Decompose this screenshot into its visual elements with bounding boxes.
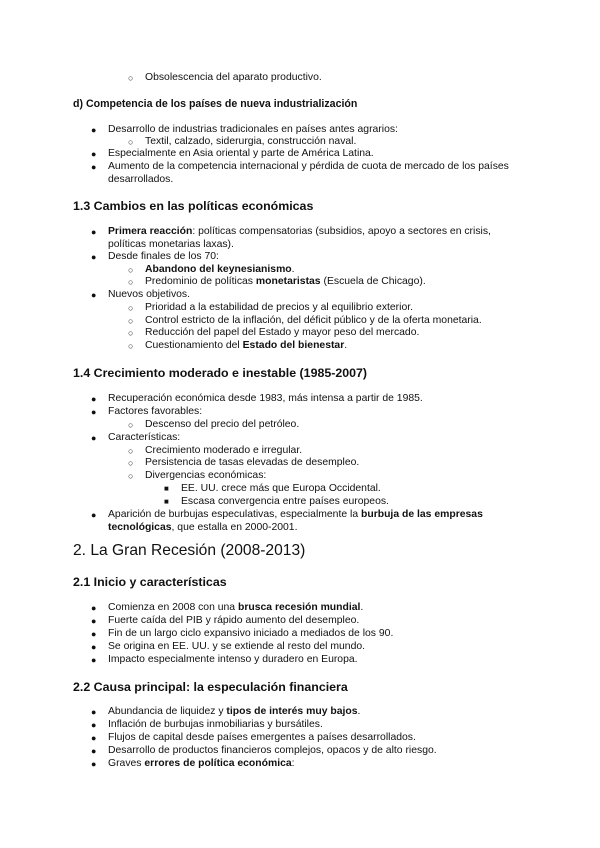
list-item: ● Flujos de capital desde países emergentes a países desarrollados.: [91, 732, 416, 743]
bullet-marker: ○: [128, 316, 134, 326]
bullet-marker: ●: [91, 290, 97, 300]
bullet-marker: ●: [91, 642, 97, 652]
list-item: ○ Descenso del precio del petróleo.: [128, 419, 300, 430]
list-item: ● Se origina en EE. UU. y se extiende al resto del mundo.: [91, 641, 366, 652]
list-item: ○ Persistencia de tasas elevadas de desempleo.: [128, 457, 360, 468]
list-item: ● Desarrollo de industrias tradicionales en países antes agrarios:: [91, 124, 398, 135]
list-item: ○ Textil, calzado, siderurgia, construcción naval.: [128, 136, 357, 147]
list-item: ○ Predominio de políticas monetaristas (Escuela de Chicago).: [128, 276, 426, 287]
list-item: ○ Divergencias económicas:: [128, 470, 267, 481]
bullet-marker: ●: [91, 759, 97, 769]
list-item: ○ Prioridad a la estabilidad de precios y al equilibrio exterior.: [128, 302, 413, 313]
bullet-marker: ●: [91, 733, 97, 743]
list-item: ● Aumento de la competencia internacional y pérdida de cuota de mercado de los países desarrollados.: [91, 161, 509, 185]
bullet-marker: ○: [128, 471, 134, 481]
bullet-marker: ○: [128, 303, 134, 313]
list-item: ● Fin de un largo ciclo expansivo iniciado a mediados de los 90.: [91, 628, 394, 639]
section-heading: 2.1 Inicio y características: [73, 575, 227, 589]
list-item: ● Desarrollo de productos financieros complejos, opacos y de alto riesgo.: [91, 745, 437, 756]
list-item: ○ Obsolescencia del aparato productivo.: [128, 72, 322, 83]
bullet-marker: ○: [128, 420, 134, 430]
bullet-marker: ○: [128, 137, 134, 147]
section-heading: 1.3 Cambios en las políticas económicas: [73, 199, 314, 213]
list-item: ● Inflación de burbujas inmobiliarias y bursátiles.: [91, 719, 323, 730]
list-item: ● Aparición de burbujas especulativas, especialmente la burbuja de las empresas tecnológicas, que estalla en 2000-2001.: [91, 509, 483, 533]
list-item: ● Fuerte caída del PIB y rápido aumento del desempleo.: [91, 615, 360, 626]
list-item: ○ Control estricto de la inflación, del déficit público y de la oferta monetaria.: [128, 315, 482, 326]
list-item: ■ Escasa convergencia entre países europeos.: [164, 496, 389, 507]
bullet-marker: ●: [91, 394, 97, 404]
bullet-marker: ○: [128, 265, 134, 275]
bullet-marker: ○: [128, 73, 134, 83]
bullet-marker: ●: [91, 125, 97, 135]
list-item: ● Nuevos objetivos.: [91, 289, 191, 300]
list-item: ● Graves errores de política económica:: [91, 758, 295, 769]
list-item: ○ Reducción del papel del Estado y mayor peso del mercado.: [128, 327, 420, 338]
bullet-marker: ●: [91, 227, 97, 237]
bullet-marker: ■: [164, 497, 169, 506]
list-item: ● Abundancia de liquidez y tipos de interés muy bajos.: [91, 706, 361, 717]
bullet-marker: ○: [128, 328, 134, 338]
bullet-marker: ○: [128, 277, 134, 287]
list-item: ● Factores favorables:: [91, 406, 203, 417]
bullet-marker: ●: [91, 603, 97, 613]
bullet-marker: ●: [91, 510, 97, 520]
list-item: ● Características:: [91, 432, 181, 443]
chapter-heading: 2. La Gran Recesión (2008-2013): [73, 542, 306, 559]
list-item: ● Desde finales de los 70:: [91, 251, 219, 262]
list-item: ● Comienza en 2008 con una brusca recesión mundial.: [91, 602, 364, 613]
bullet-marker: ○: [128, 341, 134, 351]
list-item: ■ EE. UU. crece más que Europa Occidental.: [164, 483, 381, 494]
bullet-marker: ●: [91, 655, 97, 665]
section-heading: 1.4 Crecimiento moderado e inestable (1985-2007): [73, 366, 368, 380]
bullet-marker: ●: [91, 629, 97, 639]
list-item: ○ Crecimiento moderado e irregular.: [128, 445, 303, 456]
bullet-marker: ●: [91, 616, 97, 626]
bullet-marker: ○: [128, 458, 134, 468]
bullet-marker: ●: [91, 433, 97, 443]
bullet-marker: ○: [128, 446, 134, 456]
bullet-marker: ●: [91, 707, 97, 717]
bullet-marker: ■: [164, 484, 169, 493]
section-heading: 2.2 Causa principal: la especulación financiera: [73, 680, 348, 694]
list-item: ● Recuperación económica desde 1983, más intensa a partir de 1985.: [91, 393, 423, 404]
section-heading: d) Competencia de los países de nueva industrialización: [73, 98, 358, 110]
bullet-marker: ●: [91, 149, 97, 159]
list-item: ○ Abandono del keynesianismo.: [128, 264, 295, 275]
list-item: ● Primera reacción: políticas compensatorias (subsidios, apoyo a sectores en crisis, políticas monetarias laxas).: [91, 226, 491, 250]
bullet-marker: ●: [91, 746, 97, 756]
list-item: ● Especialmente en Asia oriental y parte de América Latina.: [91, 148, 374, 159]
bullet-marker: ●: [91, 252, 97, 262]
list-item: ○ Cuestionamiento del Estado del bienestar.: [128, 340, 348, 351]
bullet-marker: ●: [91, 407, 97, 417]
list-item: ● Impacto especialmente intenso y duradero en Europa.: [91, 654, 358, 665]
bullet-marker: ●: [91, 162, 97, 172]
bullet-marker: ●: [91, 720, 97, 730]
